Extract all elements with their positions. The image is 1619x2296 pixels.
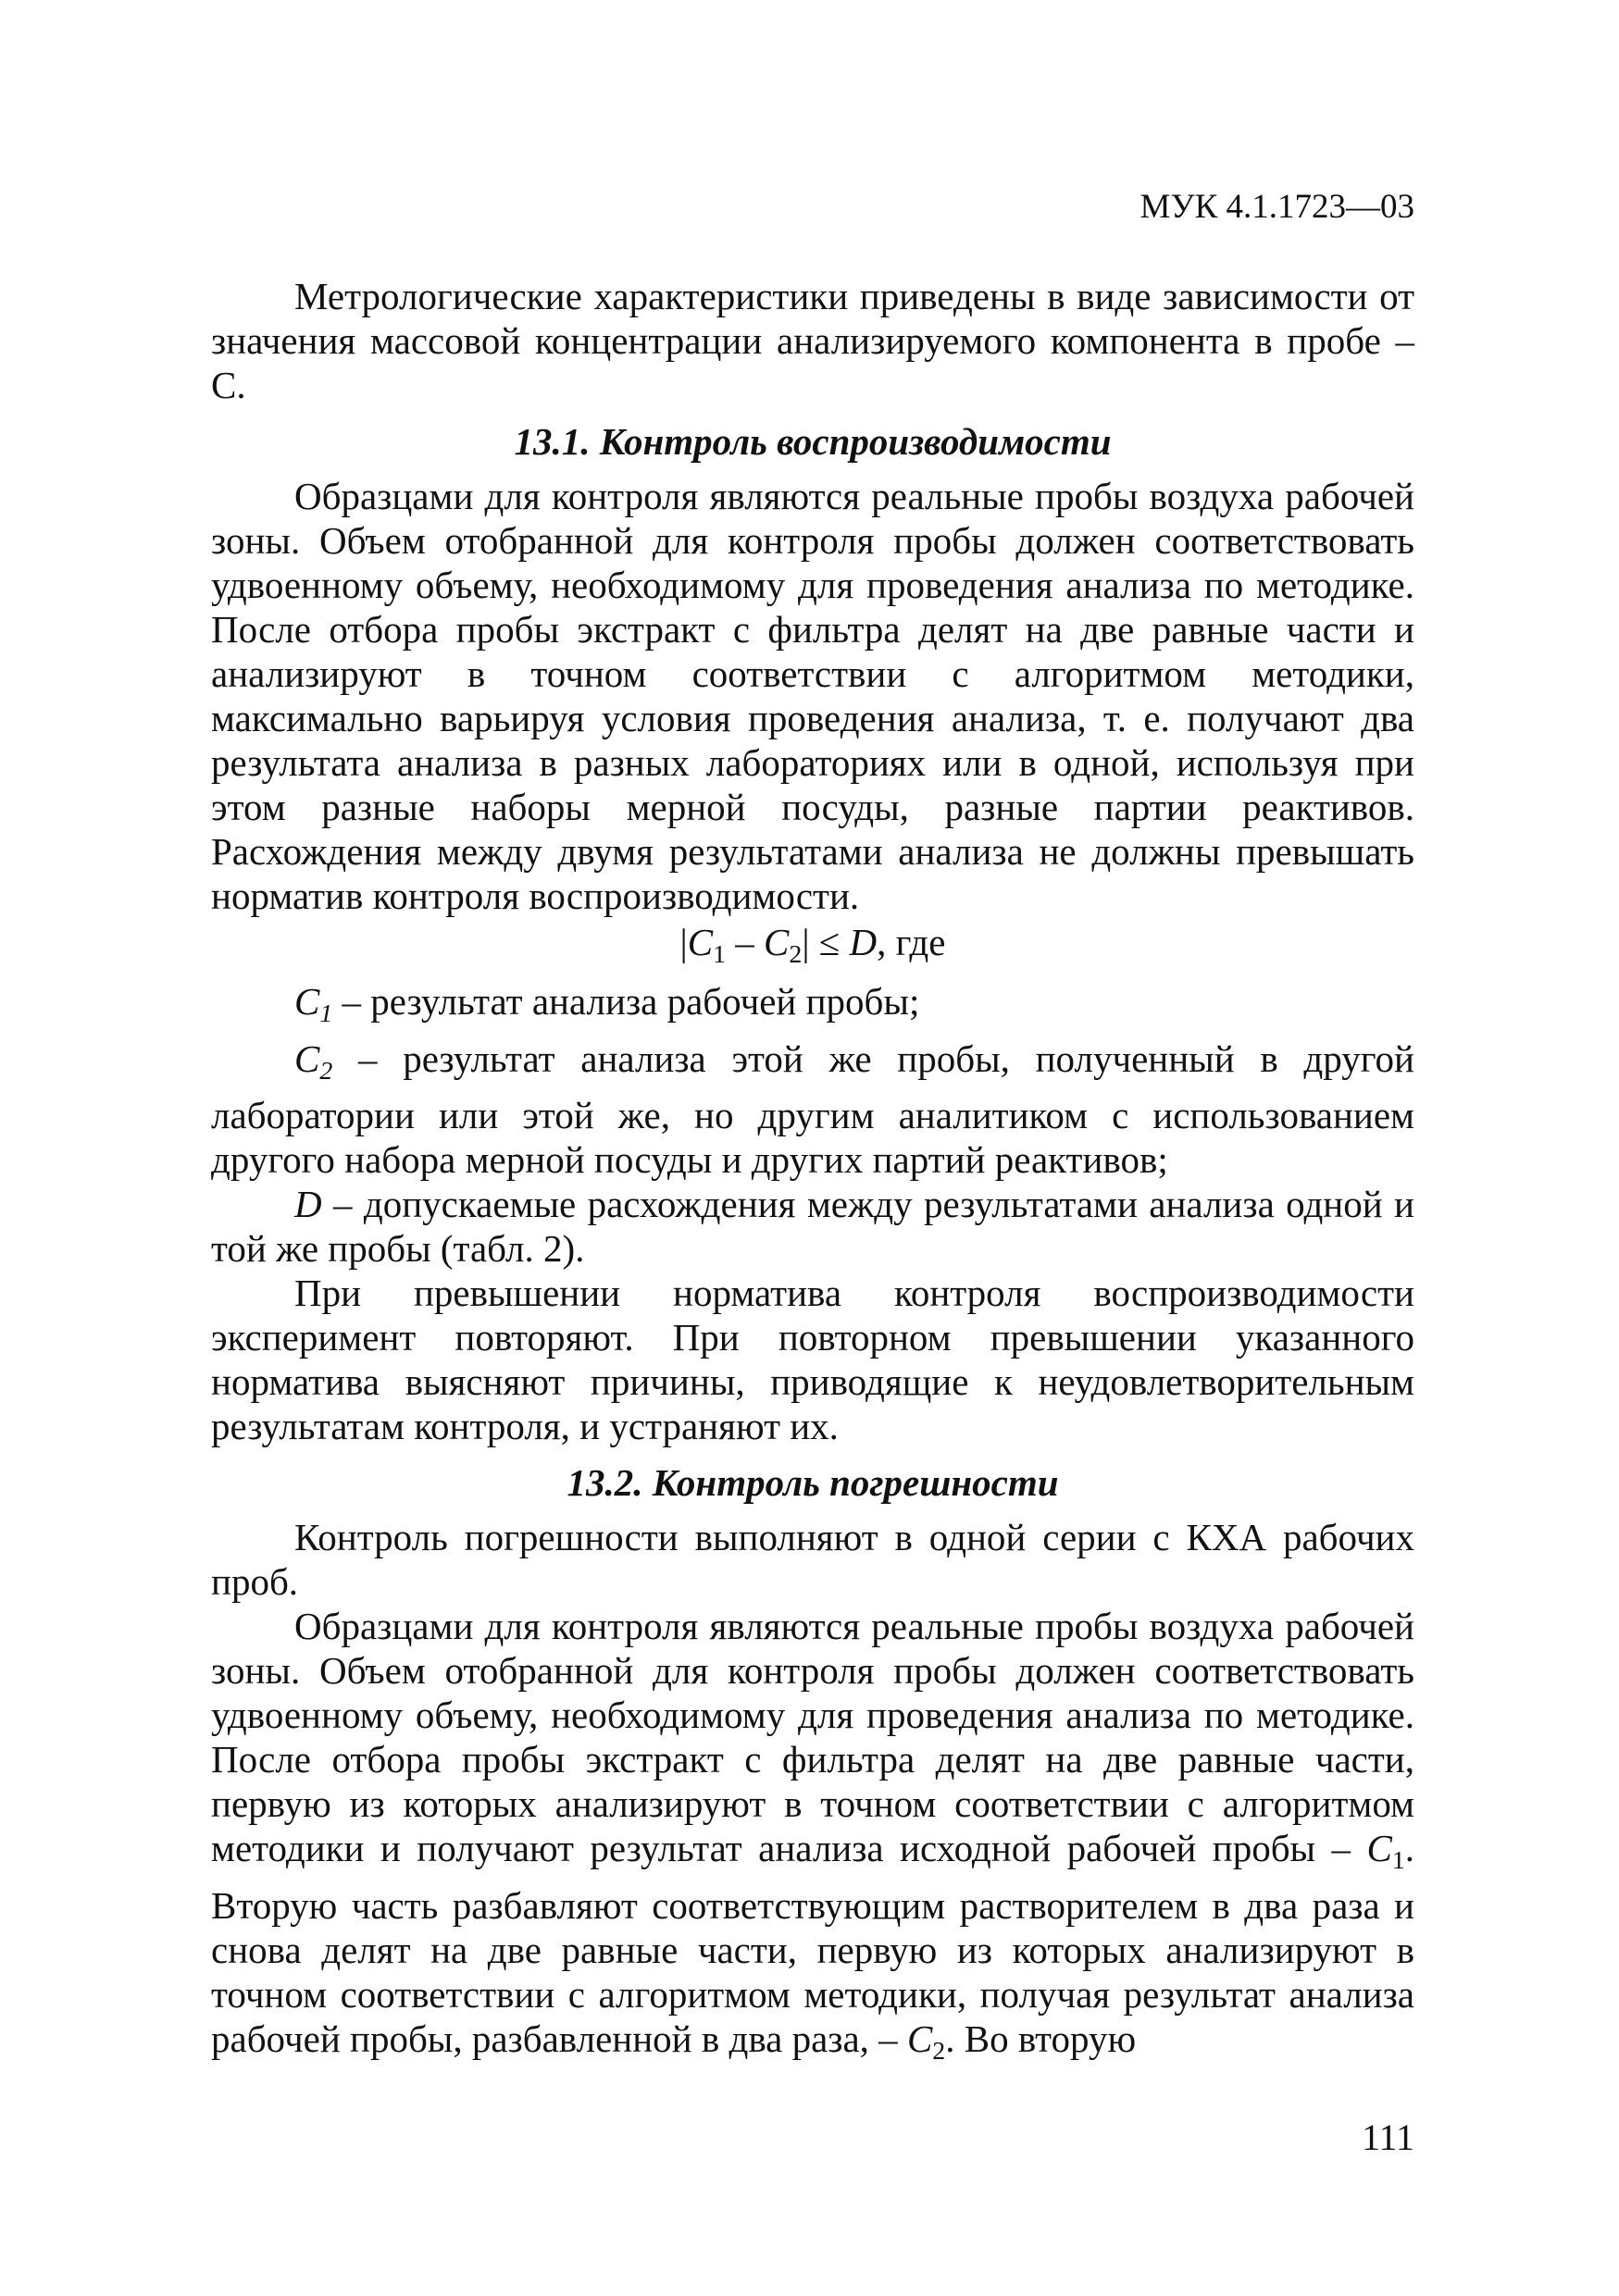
intro-paragraph: Метрологические характеристики приведены в виде зависимости от значения массовой концентрации анализируемого компонента в пробе – С. bbox=[211, 275, 1414, 406]
def-c1-sub: 1 bbox=[319, 999, 333, 1028]
definition-d bbox=[211, 1182, 1414, 1271]
definition-c1 bbox=[211, 979, 1414, 1036]
formula-d-var: D bbox=[849, 921, 878, 963]
formula-c2-var: C bbox=[764, 921, 790, 963]
def-c2-text: – результат анализа этой же пробы, полученный в другой лаборатории или этой же, но другим аналитиком с использованием другого набора мерной посуды и других партий реактивов; bbox=[211, 1036, 1414, 1182]
formula-close: | ≤ bbox=[802, 921, 850, 963]
formula-minus: – bbox=[726, 921, 765, 963]
reproducibility-formula bbox=[211, 920, 1414, 977]
page-content bbox=[211, 274, 1414, 2074]
section-13-1-heading: 13.1. Контроль воспроизводимости bbox=[514, 420, 1112, 463]
formula-open-bar: | bbox=[679, 921, 688, 963]
formula-c1-var: C bbox=[687, 921, 714, 963]
para2-text-b: . Вторую часть разбавляют соответствующим растворителем в два раза и снова делят на две равные части, первую из которых анализируют в точном соответствии с алгоритмом методики, получая результат анализа рабочей пробы, разбавленной в два раза, – bbox=[211, 1827, 1414, 2061]
section-13-2-paragraph-1: Контроль погрешности выполняют в одной серии с КХА рабочих проб. bbox=[211, 1516, 1414, 1604]
para2-text-end: . Во вторую bbox=[945, 2017, 1137, 2061]
def-c1-text: – результат анализа рабочей пробы; bbox=[332, 979, 920, 1023]
section-13-1-paragraph-1: Образцами для контроля являются реальные пробы воздуха рабочей зоны. Объем отобранной для контроля пробы должен соответствовать удвоенному объему, необходимому для проведения анализа по методике. После отбора пробы экстракт с фильтра делят на две равные части и анализируют в точном соответствии с алгоритмом методики, максимально варьируя условия проведения анализа, т. е. получают два результата анализа в разных лабораториях или в одной, используя при этом разные наборы мерной посуды, разные партии реактивов. Расхождения между двумя результатами анализа не должны превышать норматив контроля воспроизводимости. bbox=[211, 475, 1414, 917]
formula-tail: , где bbox=[877, 921, 946, 963]
para2-c1-var: C bbox=[1366, 1827, 1392, 1870]
section-13-2-paragraph-2 bbox=[211, 1604, 1414, 2074]
section-13-2-heading: 13.2. Контроль погрешности bbox=[567, 1461, 1059, 1505]
page-number: 111 bbox=[1361, 2116, 1414, 2158]
section-13-1-paragraph-2: При превышении норматива контроля воспроизводимости эксперимент повторяют. При повторном превышении указанного норматива выясняют причины, приводящие к неудовлетворительным результатам контроля, и устраняют их. bbox=[211, 1272, 1414, 1448]
def-c1-var: C bbox=[294, 979, 320, 1023]
def-d-var: D bbox=[294, 1183, 322, 1226]
def-c2-var: C bbox=[294, 1036, 320, 1080]
para2-c1-sub: 1 bbox=[1391, 1846, 1405, 1876]
formula-c2-sub: 2 bbox=[789, 939, 803, 969]
def-d-text: – допускаемые расхождения между результатами анализа одной и той же пробы (табл. 2). bbox=[211, 1183, 1414, 1271]
para2-c2-sub: 2 bbox=[932, 2036, 946, 2066]
document-code-header: МУК 4.1.1723—03 bbox=[1140, 188, 1414, 226]
para2-text-a: Образцами для контроля являются реальные пробы воздуха рабочей зоны. Объем отобранной для контроля пробы должен соответствовать удвоенному объему, необходимому для проведения анализа по методике. После отбора пробы экстракт с фильтра делят на две равные части, первую из которых анализируют в точном соответствии с алгоритмом методики и получают результат анализа исходной рабочей пробы – bbox=[211, 1605, 1414, 1870]
formula-c1-sub: 1 bbox=[713, 939, 727, 969]
def-c2-sub: 2 bbox=[319, 1056, 333, 1086]
definition-c2 bbox=[211, 1036, 1414, 1183]
para2-c2-var: C bbox=[906, 2017, 933, 2061]
